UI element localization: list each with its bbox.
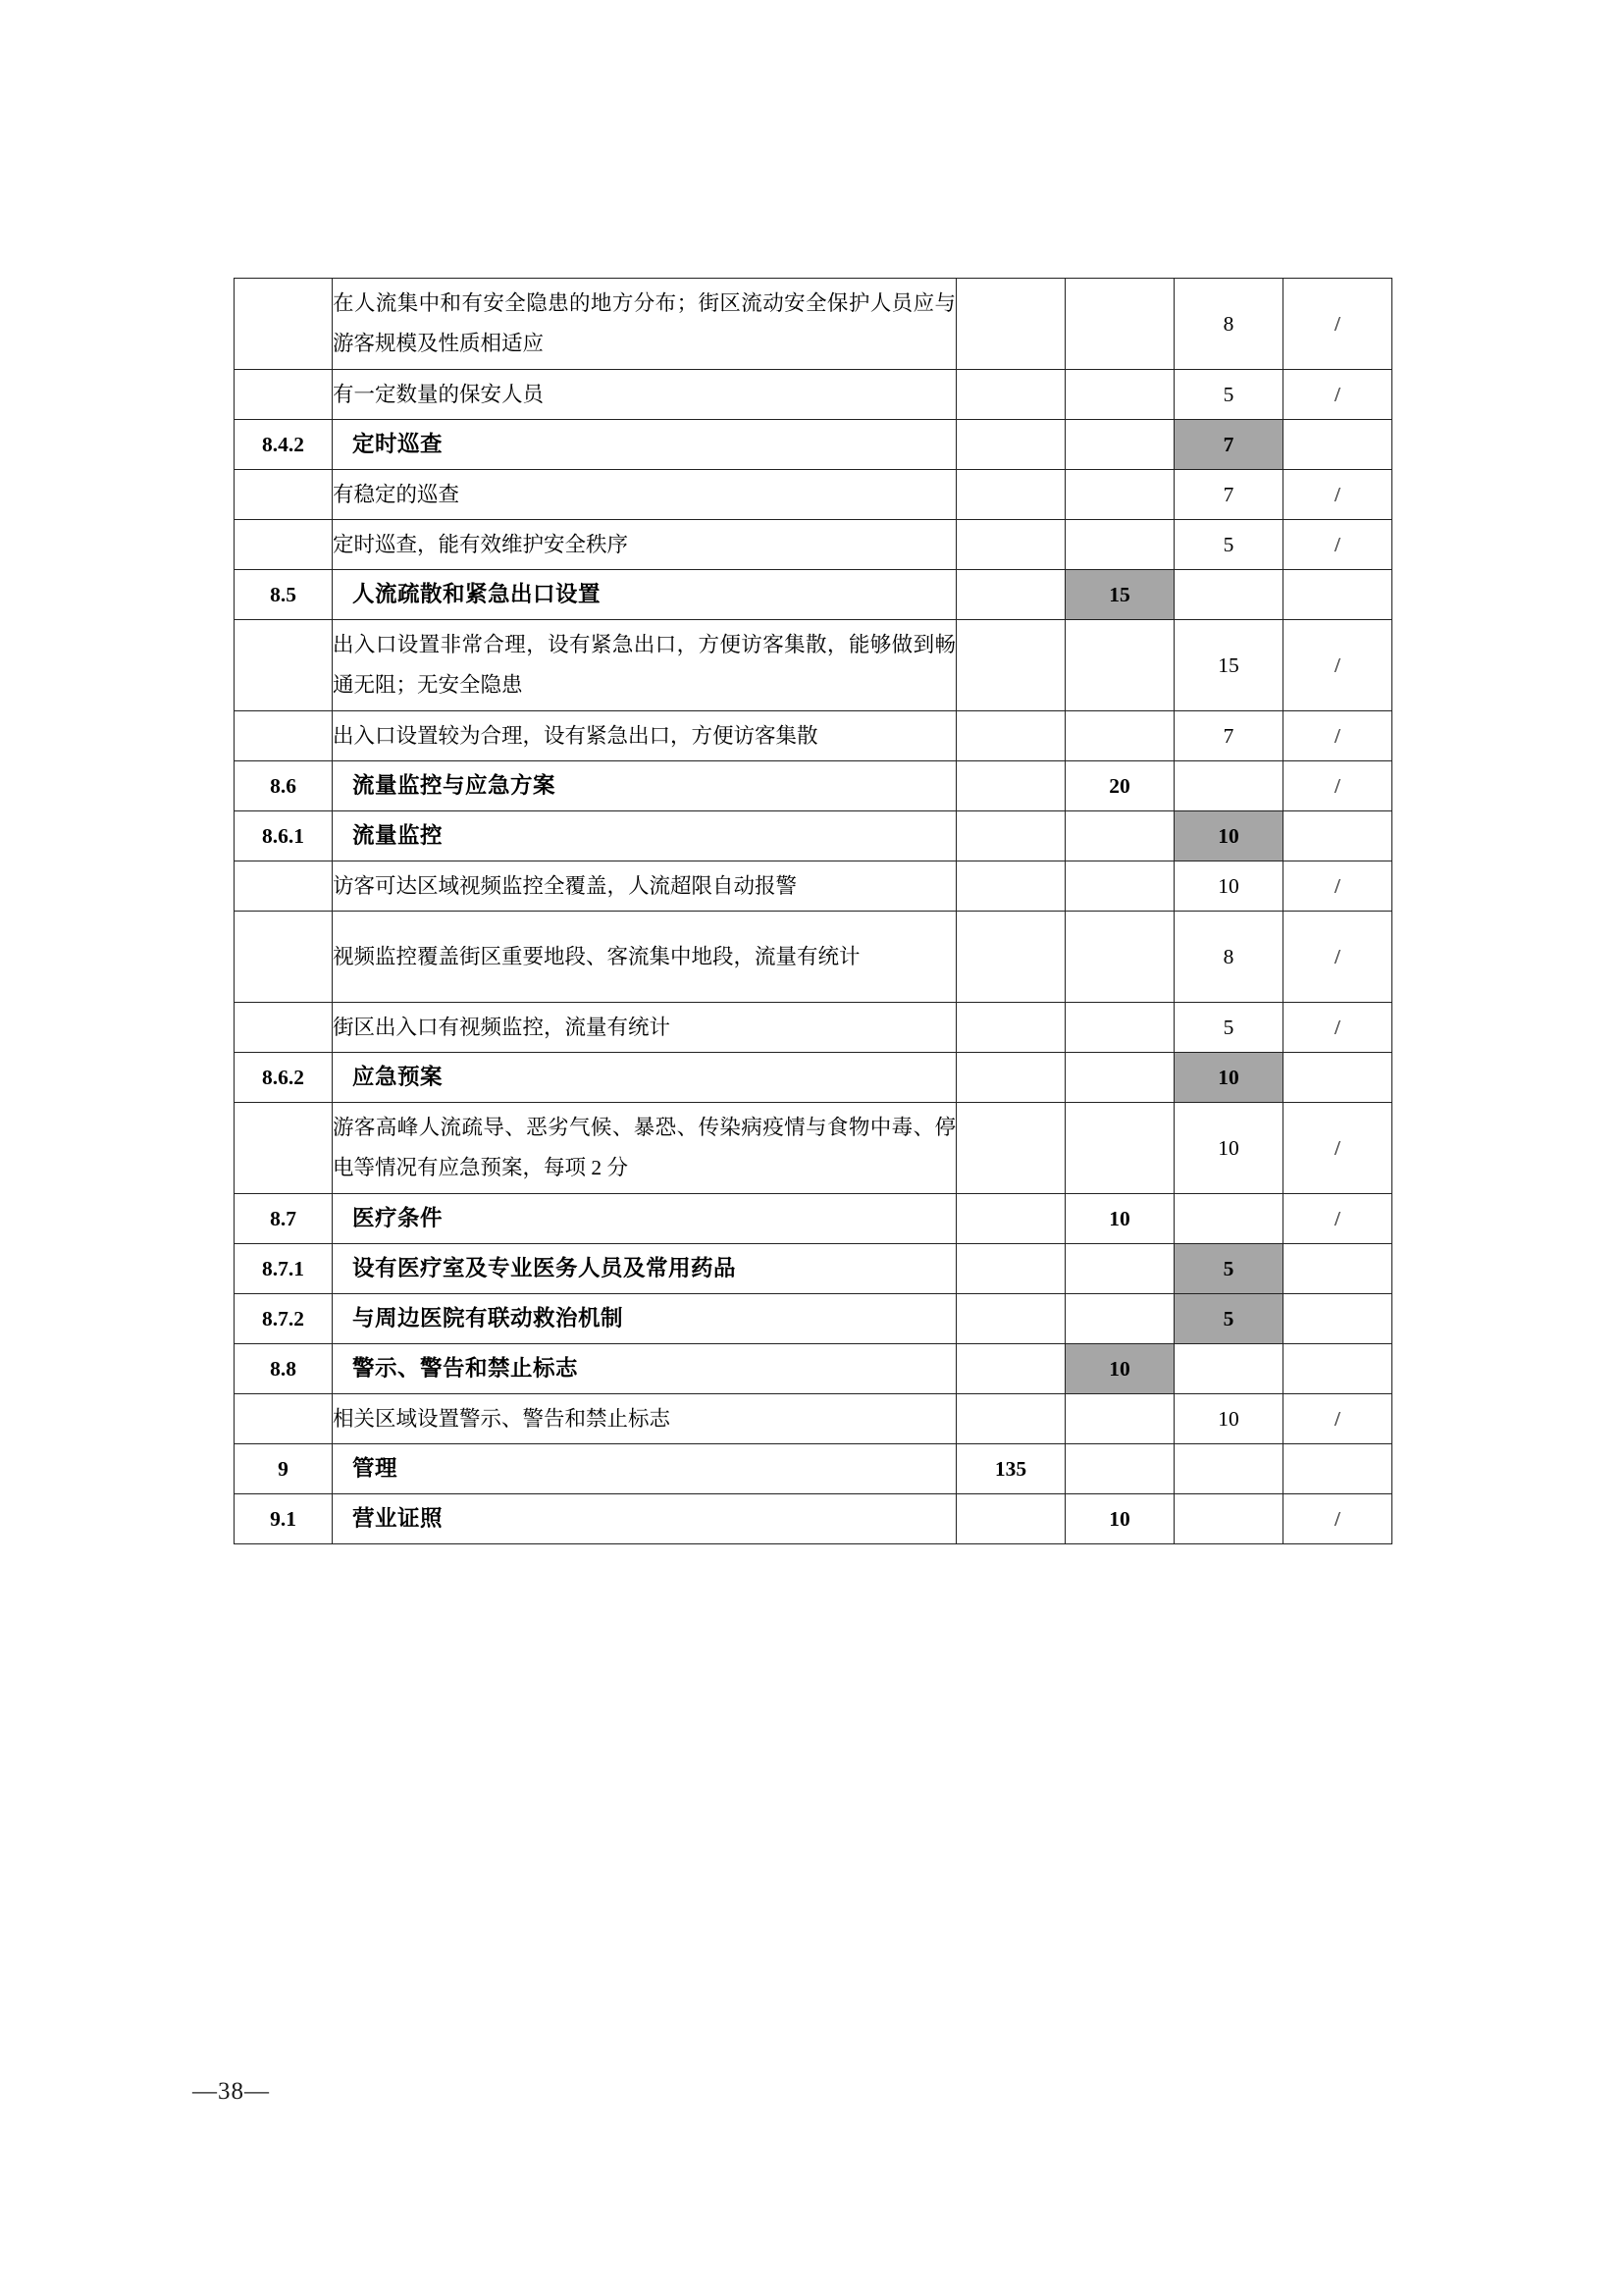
table-row [235,1053,1392,1103]
row-mark [1283,1444,1392,1494]
row-score-level3: 5 [1175,1294,1283,1344]
row-score-level1 [957,520,1066,570]
table-row [235,761,1392,811]
row-description: 管理 [333,1444,957,1494]
row-score-level1 [957,1053,1066,1103]
row-score-level2 [1066,912,1175,1003]
row-score-level3 [1175,1194,1283,1244]
row-score-level3: 7 [1175,420,1283,470]
row-code: 8.7.2 [235,1294,333,1344]
row-code: 9.1 [235,1494,333,1544]
row-mark: / [1283,1194,1392,1244]
row-code [235,370,333,420]
row-description: 出入口设置非常合理，设有紧急出口，方便访客集散，能够做到畅通无阻；无安全隐患 [333,620,957,711]
row-score-level1 [957,811,1066,861]
row-code: 8.8 [235,1344,333,1394]
table-row [235,1003,1392,1053]
row-mark: / [1283,1494,1392,1544]
evaluation-criteria-table [234,278,1392,1544]
row-score-level2 [1066,1294,1175,1344]
row-mark: / [1283,370,1392,420]
row-description: 相关区域设置警示、警告和禁止标志 [333,1394,957,1444]
row-code: 9 [235,1444,333,1494]
row-score-level2 [1066,811,1175,861]
row-code [235,711,333,761]
row-mark: / [1283,1103,1392,1194]
row-description: 访客可达区域视频监控全覆盖，人流超限自动报警 [333,861,957,912]
row-description: 在人流集中和有安全隐患的地方分布；街区流动安全保护人员应与游客规模及性质相适应 [333,279,957,370]
row-code: 8.6.1 [235,811,333,861]
row-mark [1283,1244,1392,1294]
row-score-level3: 5 [1175,1003,1283,1053]
row-mark [1283,1294,1392,1344]
row-score-level3: 7 [1175,711,1283,761]
row-score-level1 [957,470,1066,520]
row-score-level1 [957,861,1066,912]
row-code [235,1394,333,1444]
row-score-level3: 5 [1175,520,1283,570]
row-code [235,520,333,570]
row-score-level3: 10 [1175,1103,1283,1194]
table-row [235,520,1392,570]
row-mark: / [1283,761,1392,811]
row-description: 街区出入口有视频监控，流量有统计 [333,1003,957,1053]
row-score-level1 [957,761,1066,811]
table-row [235,420,1392,470]
row-mark [1283,420,1392,470]
row-code [235,912,333,1003]
table-row [235,1103,1392,1194]
table-row [235,811,1392,861]
row-score-level1 [957,370,1066,420]
row-code [235,1003,333,1053]
row-mark: / [1283,470,1392,520]
table-row [235,470,1392,520]
row-score-level1: 135 [957,1444,1066,1494]
row-score-level2 [1066,861,1175,912]
row-mark: / [1283,861,1392,912]
table-row [235,620,1392,711]
row-score-level3 [1175,570,1283,620]
row-score-level3: 10 [1175,1053,1283,1103]
row-score-level3 [1175,1444,1283,1494]
row-score-level1 [957,279,1066,370]
row-score-level3: 8 [1175,279,1283,370]
row-score-level2 [1066,1244,1175,1294]
row-description: 定时巡查 [333,420,957,470]
table-row [235,912,1392,1003]
row-score-level3: 5 [1175,1244,1283,1294]
row-score-level2 [1066,620,1175,711]
row-code [235,620,333,711]
table-row [235,1244,1392,1294]
row-code: 8.6.2 [235,1053,333,1103]
row-score-level1 [957,1103,1066,1194]
row-description: 设有医疗室及专业医务人员及常用药品 [333,1244,957,1294]
row-description: 出入口设置较为合理，设有紧急出口，方便访客集散 [333,711,957,761]
page-number: —38— [192,2078,270,2105]
row-score-level2 [1066,1053,1175,1103]
row-description: 流量监控 [333,811,957,861]
row-code: 8.5 [235,570,333,620]
row-score-level3 [1175,1344,1283,1394]
row-mark: / [1283,1394,1392,1444]
row-code [235,279,333,370]
row-score-level1 [957,420,1066,470]
row-score-level2: 10 [1066,1494,1175,1544]
row-mark: / [1283,1003,1392,1053]
row-description: 人流疏散和紧急出口设置 [333,570,957,620]
row-score-level2 [1066,470,1175,520]
row-score-level2: 10 [1066,1344,1175,1394]
row-score-level3 [1175,761,1283,811]
row-score-level2 [1066,520,1175,570]
row-score-level3: 7 [1175,470,1283,520]
table-row [235,1344,1392,1394]
row-score-level3: 10 [1175,861,1283,912]
row-score-level1 [957,912,1066,1003]
table-row [235,1444,1392,1494]
row-score-level1 [957,1244,1066,1294]
row-score-level2: 15 [1066,570,1175,620]
row-mark [1283,811,1392,861]
row-code: 8.7 [235,1194,333,1244]
table-row [235,1194,1392,1244]
row-description: 定时巡查，能有效维护安全秩序 [333,520,957,570]
row-mark: / [1283,711,1392,761]
row-score-level2 [1066,279,1175,370]
row-score-level1 [957,1394,1066,1444]
row-description: 有稳定的巡查 [333,470,957,520]
row-score-level3 [1175,1494,1283,1544]
row-code: 8.7.1 [235,1244,333,1294]
row-score-level1 [957,711,1066,761]
row-description: 医疗条件 [333,1194,957,1244]
row-description: 游客高峰人流疏导、恶劣气候、暴恐、传染病疫情与食物中毒、停电等情况有应急预案，每项 2 分 [333,1103,957,1194]
row-mark: / [1283,279,1392,370]
row-code [235,861,333,912]
row-description: 应急预案 [333,1053,957,1103]
row-mark: / [1283,520,1392,570]
row-code [235,1103,333,1194]
row-description: 视频监控覆盖街区重要地段、客流集中地段，流量有统计 [333,912,957,1003]
row-score-level1 [957,1344,1066,1394]
table-row [235,1494,1392,1544]
table-row [235,1294,1392,1344]
row-description: 有一定数量的保安人员 [333,370,957,420]
row-score-level1 [957,1003,1066,1053]
row-mark: / [1283,912,1392,1003]
row-code: 8.6 [235,761,333,811]
row-description: 与周边医院有联动救治机制 [333,1294,957,1344]
row-score-level2: 20 [1066,761,1175,811]
row-mark [1283,570,1392,620]
row-score-level2 [1066,420,1175,470]
row-score-level1 [957,570,1066,620]
row-score-level3: 8 [1175,912,1283,1003]
row-score-level1 [957,1494,1066,1544]
row-score-level3: 10 [1175,1394,1283,1444]
row-mark: / [1283,620,1392,711]
table-row [235,711,1392,761]
table-row [235,1394,1392,1444]
row-score-level2 [1066,1003,1175,1053]
table-row [235,370,1392,420]
row-score-level3: 5 [1175,370,1283,420]
row-code [235,470,333,520]
row-description: 营业证照 [333,1494,957,1544]
row-score-level1 [957,1294,1066,1344]
row-score-level2 [1066,1444,1175,1494]
row-score-level2 [1066,711,1175,761]
row-score-level2: 10 [1066,1194,1175,1244]
row-score-level3: 15 [1175,620,1283,711]
row-score-level1 [957,1194,1066,1244]
row-description: 流量监控与应急方案 [333,761,957,811]
row-score-level2 [1066,1103,1175,1194]
row-code: 8.4.2 [235,420,333,470]
row-score-level2 [1066,1394,1175,1444]
row-score-level3: 10 [1175,811,1283,861]
row-score-level1 [957,620,1066,711]
row-mark [1283,1344,1392,1394]
table-row [235,279,1392,370]
row-description: 警示、警告和禁止标志 [333,1344,957,1394]
row-score-level2 [1066,370,1175,420]
row-mark [1283,1053,1392,1103]
table-row [235,570,1392,620]
table-row [235,861,1392,912]
